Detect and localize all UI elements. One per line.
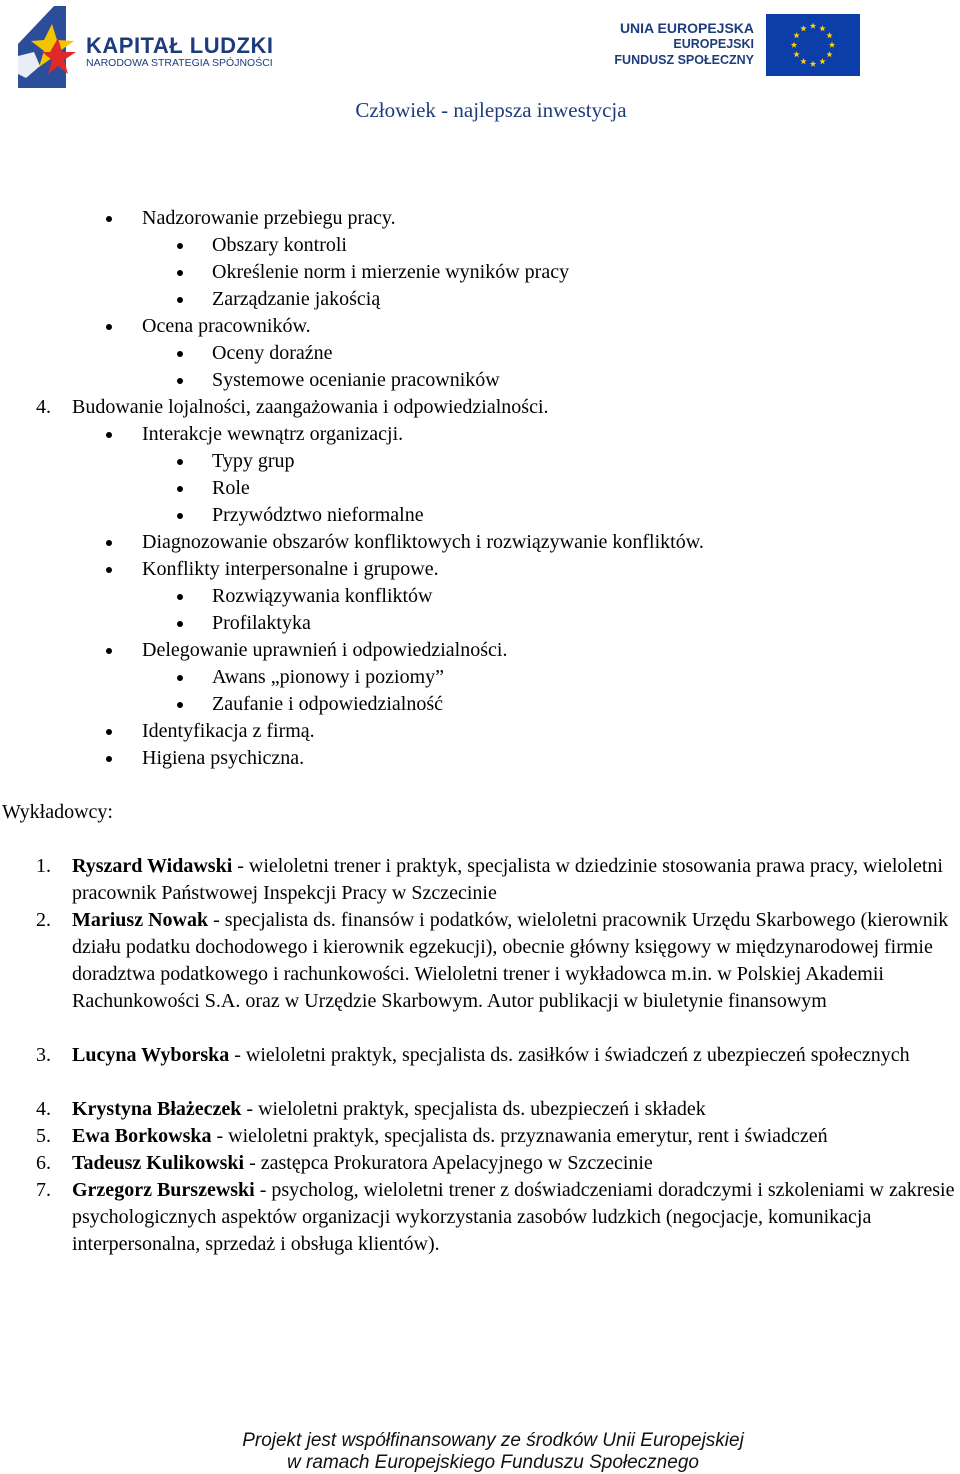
lecturer-entry — [72, 1042, 960, 1069]
eu-logo-line2: EUROPEJSKI — [673, 37, 754, 51]
bullet-icon — [177, 675, 183, 681]
lecturer-description: - wieloletni praktyk, specjalista ds. przyznawania emerytur, rent i świadczeń — [211, 1125, 828, 1147]
footer-line2: w ramach Europejskiego Funduszu Społecznego — [287, 1452, 699, 1473]
bullet-icon — [106, 324, 112, 330]
lecturer-entry — [72, 1123, 960, 1150]
section-heading: Budowanie lojalności, zaangażowania i odpowiedzialności. — [72, 396, 549, 418]
bullet-icon — [106, 729, 112, 735]
bullet-icon — [177, 351, 183, 357]
lecturer-number: 1. — [36, 855, 51, 877]
bullet-icon — [177, 270, 183, 276]
outline-item: Typy grup — [212, 450, 295, 472]
lecturer-number: 5. — [36, 1125, 51, 1147]
outline-item: Role — [212, 477, 250, 499]
lecturer-description: - zastępca Prokuratora Apelacyjnego w Szczecinie — [244, 1152, 653, 1174]
bullet-icon — [177, 513, 183, 519]
bullet-icon — [177, 378, 183, 384]
lecturer-number: 4. — [36, 1098, 51, 1120]
footer — [0, 1430, 960, 1474]
outline-item: Przywództwo nieformalne — [212, 504, 424, 526]
outline-item: Oceny doraźne — [212, 342, 333, 364]
outline-item: Nadzorowanie przebiegu pracy. — [142, 207, 396, 229]
lecturer-entry — [72, 853, 960, 907]
lecturer-description: - specjalista ds. finansów i podatków, wieloletni pracownik Urzędu Skarbowego (kierownik działu podatku dochodowego i kierownik egzekucji), obecnie główny księgowy w międzynarodowej firmie doradztwa podatkowego i rachunkowości. Wieloletni trener i wykładowca m.in. w Polskiej Akademii Rachunkowości S.A. oraz w Urzędzie Skarbowym. Autor publikacji w biuletynie finansowym — [72, 909, 949, 1012]
outline-item: Profilaktyka — [212, 612, 311, 634]
outline-item: Określenie norm i mierzenie wyników pracy — [212, 261, 570, 283]
bullet-icon — [106, 216, 112, 222]
outline-item: Zaufanie i odpowiedzialność — [212, 693, 444, 715]
lecturer-name: Tadeusz Kulikowski — [72, 1152, 245, 1174]
bullet-icon — [177, 621, 183, 627]
lecturer-entry — [72, 1150, 960, 1177]
bullet-icon — [177, 243, 183, 249]
lecturer-entry — [72, 907, 960, 1015]
bullet-icon — [106, 567, 112, 573]
lecturer-name: Mariusz Nowak — [72, 909, 209, 931]
lecturer-name: Grzegorz Burszewski — [72, 1179, 255, 1201]
lecturer-description: - wieloletni trener i praktyk, specjalista w dziedzinie stosowania prawa pracy, wieloletni pracownik Państwowej Inspekcji Pracy w Szczecinie — [72, 855, 943, 904]
lecturers-heading: Wykładowcy: — [2, 801, 113, 823]
kl-logo-title: KAPITAŁ LUDZKI — [86, 33, 274, 58]
outline-item: Higiena psychiczna. — [142, 747, 305, 769]
lecturer-description: - wieloletni praktyk, specjalista ds. zasiłków i świadczeń z ubezpieczeń społecznych — [229, 1044, 910, 1066]
bullet-icon — [106, 432, 112, 438]
lecturer-entry — [72, 1177, 960, 1258]
lecturer-name: Ryszard Widawski — [72, 855, 233, 877]
lecturer-number: 6. — [36, 1152, 51, 1174]
lecturer-number: 3. — [36, 1044, 51, 1066]
lecturer-name: Krystyna Błażeczek — [72, 1098, 242, 1120]
bullet-icon — [177, 594, 183, 600]
outline-item: Systemowe ocenianie pracowników — [212, 369, 500, 391]
outline-item: Diagnozowanie obszarów konfliktowych i rozwiązywanie konfliktów. — [142, 531, 704, 553]
bullet-icon — [177, 702, 183, 708]
lecturer-entry — [72, 1096, 960, 1123]
outline-item: Identyfikacja z firmą. — [142, 720, 315, 742]
section-number: 4. — [36, 396, 51, 418]
outline-item: Ocena pracowników. — [142, 315, 311, 337]
outline-item: Rozwiązywania konfliktów — [212, 585, 433, 607]
outline-item: Delegowanie uprawnień i odpowiedzialności. — [142, 639, 508, 661]
bullet-icon — [106, 540, 112, 546]
outline-item: Obszary kontroli — [212, 234, 347, 256]
bullet-icon — [106, 648, 112, 654]
lecturer-name: Ewa Borkowska — [72, 1125, 212, 1147]
lecturer-number: 7. — [36, 1179, 51, 1201]
lecturer-number: 2. — [36, 909, 51, 931]
kl-logo-subtitle: NARODOWA STRATEGIA SPÓJNOŚCI — [86, 57, 273, 69]
bullet-icon — [177, 486, 183, 492]
outline-item: Konflikty interpersonalne i grupowe. — [142, 558, 439, 580]
bullet-icon — [106, 756, 112, 762]
eu-logo-line3: FUNDUSZ SPOŁECZNY — [614, 53, 754, 67]
eu-logo-text — [614, 20, 754, 68]
eu-logo-line1: UNIA EUROPEJSKA — [619, 20, 754, 36]
lecturer-name: Lucyna Wyborska — [72, 1044, 230, 1066]
outline-item: Interakcje wewnątrz organizacji. — [142, 423, 404, 445]
outline-item: Awans „pionowy i poziomy” — [212, 666, 445, 688]
outline-item: Zarządzanie jakością — [212, 288, 381, 310]
lecturer-description: - wieloletni praktyk, specjalista ds. ubezpieczeń i składek — [241, 1098, 706, 1120]
lecturer-description: - psycholog, wieloletni trener z doświadczeniami doradczymi i szkoleniami w zakresie psychologicznych aspektów organizacji wykorzystania zasobów ludzkich (negocjacje, komunikacja interpersonalna, sprzedaż i obsługa klientów). — [72, 1179, 955, 1255]
tagline: Człowiek - najlepsza inwestycja — [355, 98, 627, 122]
footer-line1: Projekt jest współfinansowany ze środków Unii Europejskiej — [242, 1430, 744, 1451]
eu-flag-icon — [766, 14, 860, 76]
bullet-icon — [177, 297, 183, 303]
bullet-icon — [177, 459, 183, 465]
